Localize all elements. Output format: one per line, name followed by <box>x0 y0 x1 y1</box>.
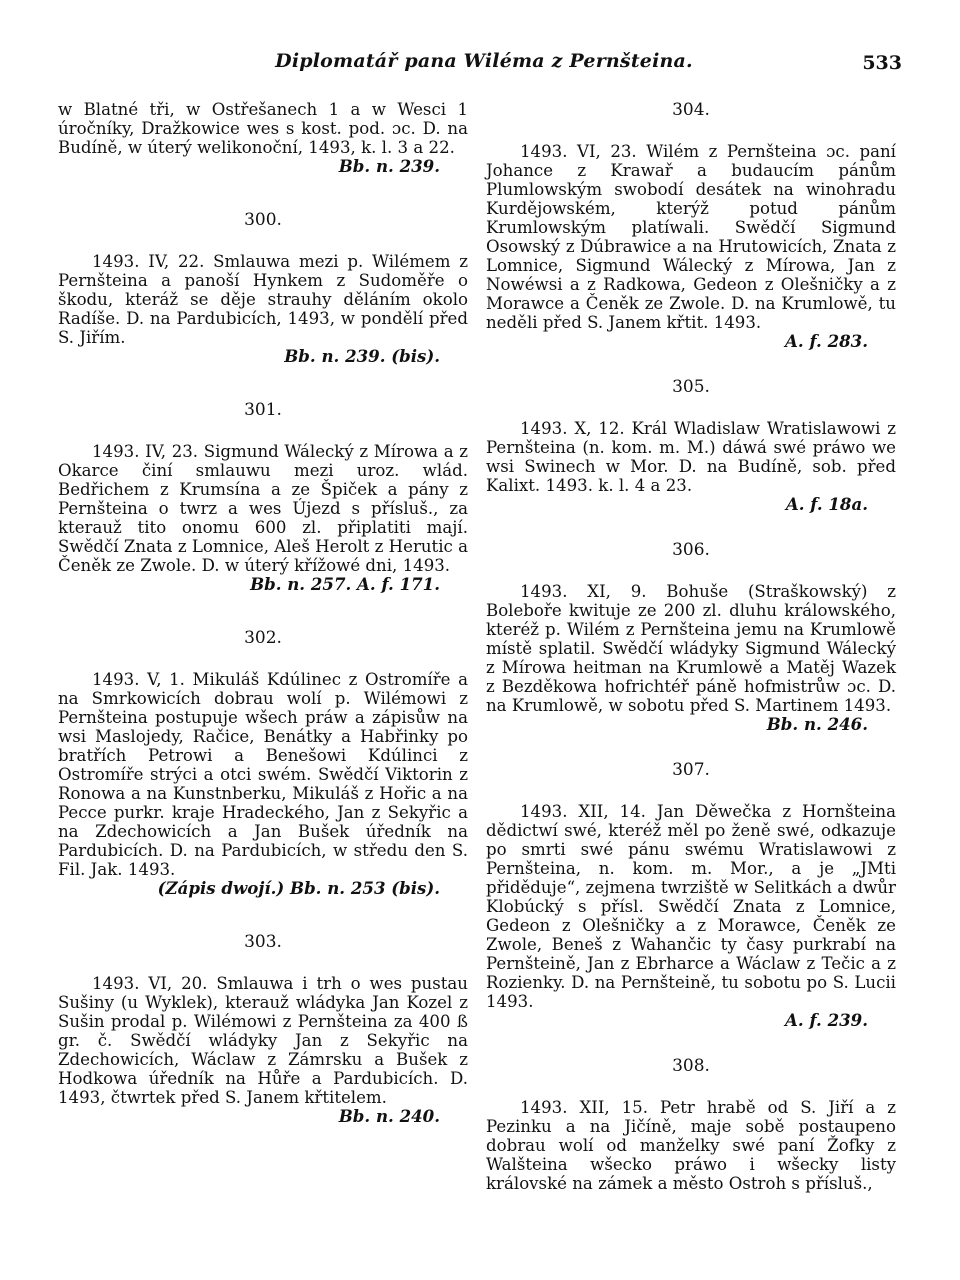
page-header <box>58 50 910 80</box>
right-column <box>486 100 896 1193</box>
document-entry-303 <box>58 932 468 1126</box>
document-entry-305 <box>486 377 896 514</box>
entry-text: 1493. XII, 15. Petr hrabě od S. Jiří a z Pezinku a na Jičíně, maje sobě postaupeno dobrau wolí od manželky swé paní Žofky z Walšteina wšecko práwo i wšecky listy královské na zámek a město Ostroh s přísluš., <box>486 1098 896 1193</box>
continuation-entry <box>58 100 468 176</box>
citation: Bb. n. 257. A. f. 171. <box>250 574 440 594</box>
document-number: 300. <box>244 210 282 230</box>
running-title: Diplomatář pana Wiléma z Pernšteina. <box>275 50 693 72</box>
entry-text: w Blatné tři, w Ostřešanech 1 a w Wesci 1 úročníky, Dražkowice wes s kost. pod. ɔc. D. na Budíně, w úterý welikonoční, 1493, k. l. 3 a 22. Bb. n. 239. <box>58 100 468 176</box>
document-entry-304 <box>486 100 896 351</box>
document-number: 304. <box>672 100 710 120</box>
document-entry-302 <box>58 628 468 898</box>
entry-text: 1493. XI, 9. Bohuše (Straškowský) z Boleboře kwituje ze 200 zl. dluhu králowského, kteréž p. Wilém z Pernšteina jemu na Krumlowě místě splatil. Swědčí wládyky Sigmund Wálecký z Mírowa heitman na Krumlowě a Matěj Wazek z Bezděkowa hofrichtéř páně hofmistrůw ɔc. D. na Krumlowě, w sobotu před S. Martinem 1493. Bb. n. 246. <box>486 582 896 734</box>
document-number: 303. <box>244 932 282 952</box>
document-entry-308 <box>486 1056 896 1193</box>
document-number: 302. <box>244 628 282 648</box>
citation: A. f. 283. <box>785 331 868 351</box>
entry-text: 1493. IV, 22. Smlauwa mezi p. Wilémem z Pernšteina a panoší Hynkem z Sudoměře o škodu, kteráž se děje strauhy děláním okolo Radíše. D. na Pardubicích, 1493, w pondělí před S. Jiřím. Bb. n. 239. (bis). <box>58 252 468 366</box>
entry-text: 1493. VI, 20. Smlauwa i trh o wes pustau Sušiny (u Wyklek), kterauž wládyka Jan Kozel z Sušin prodal p. Wilémowi z Pernšteina za 400 ß gr. č. Swědčí wládyky Jan z Sekyřic na Zdechowicích, Wáclaw z Zámrsku a Bušek z Hodkowa úředník na Hůře a Pardubicích. D. 1493, čtwrtek před S. Janem křtitelem. Bb. n. 240. <box>58 974 468 1126</box>
citation: Bb. n. 239. <box>338 156 440 176</box>
citation: A. f. 239. <box>785 1010 868 1030</box>
entry-text: 1493. V, 1. Mikuláš Kdúlinec z Ostromíře a na Smrkowicích dobrau wolí p. Wilémowi z Pernšteina postupuje wšech práw a zápisůw na wsi Maslojedy, Račice, Benátky a Habřinky po bratřích Petrowi a Benešowi Kdúlinci z Ostromíře strýci a otci swém. Swědčí Viktorin z Ronowa a na Kunstnberku, Mikuláš z Hořic a na Pecce purkr. kraje Hradeckého, Jan z Sekyřic a na Zdechowicích a Jan Bušek úředník na Pardubicích. D. na Pardubicích, w středu den S. Fil. Jak. 1493. (Zápis dwojí.) Bb. n. 253 (bis). <box>58 670 468 898</box>
document-entry-306 <box>486 540 896 734</box>
page-number: 533 <box>862 52 902 74</box>
entry-text: 1493. XII, 14. Jan Děwečka z Hornšteina dědictwí swé, kteréž měl po ženě swé, odkazuje po smrti swé pánu swému Wratislawowi z Pernšteina, n. kom. m. Mor., a je „JMti přiděduje“, zejmena twrziště w Selitkách a dwůr Klobúcký s přísl. Swědčí Znata z Lomnice, Gedeon z Olešničky a z Morawce, Čeněk ze Zwole, Beneš z Wahančic ty časy purkrabí na Pernšteině, Jan z Ebrharce a Wáclaw z Tečic a z Rozienky. D. na Pernšteině, tu sobotu po S. Lucii 1493. A. f. 239. <box>486 802 896 1030</box>
left-column <box>58 100 468 1126</box>
document-number: 308. <box>672 1056 710 1076</box>
citation: Bb. n. 246. <box>766 714 868 734</box>
citation: Bb. n. 239. (bis). <box>284 346 440 366</box>
citation: (Zápis dwojí.) Bb. n. 253 (bis). <box>157 878 440 898</box>
document-entry-301 <box>58 400 468 594</box>
document-entry-307 <box>486 760 896 1030</box>
document-number: 305. <box>672 377 710 397</box>
document-number: 301. <box>244 400 282 420</box>
citation: A. f. 18a. <box>785 494 868 514</box>
entry-text: 1493. VI, 23. Wilém z Pernšteina ɔc. paní Johance z Krawař a budaucím pánům Plumlowským swobodí desátek na winohradu Kurdějowském, kterýž potud pánům Krumlowským platíwali. Swědčí Sigmund Osowský z Dúbrawice a na Hrutowicích, Znata z Lomnice, Sigmund Wálecký z Mírowa, Jan z Nowéwsi a z Radkowa, Gedeon z Olešničky a z Morawce a Čeněk ze Zwole. D. na Krumlowě, tu neděli před S. Janem křtit. 1493. A. f. 283. <box>486 142 896 351</box>
entry-text: 1493. IV, 23. Sigmund Wálecký z Mírowa a z Okarce činí smlauwu mezi uroz. wlád. Bedřichem z Krumsína a ze Špiček a pány z Pernšteina o twrz a wes Újezd s přísluš., za kterauž tito onomu 600 zl. připlatiti mají. Swědčí Znata z Lomnice, Aleš Herolt z Herutic a Čeněk ze Zwole. D. w úterý křížowé dni, 1493. Bb. n. 257. A. f. 171. <box>58 442 468 594</box>
citation: Bb. n. 240. <box>338 1106 440 1126</box>
document-entry-300 <box>58 210 468 366</box>
entry-text: 1493. X, 12. Král Wladislaw Wratislawowi z Pernšteina (n. kom. m. M.) dáwá swé práwo we wsi Swinech w Mor. D. na Budíně, sob. před Kalixt. 1493. k. l. 4 a 23. A. f. 18a. <box>486 419 896 514</box>
document-number: 306. <box>672 540 710 560</box>
document-number: 307. <box>672 760 710 780</box>
